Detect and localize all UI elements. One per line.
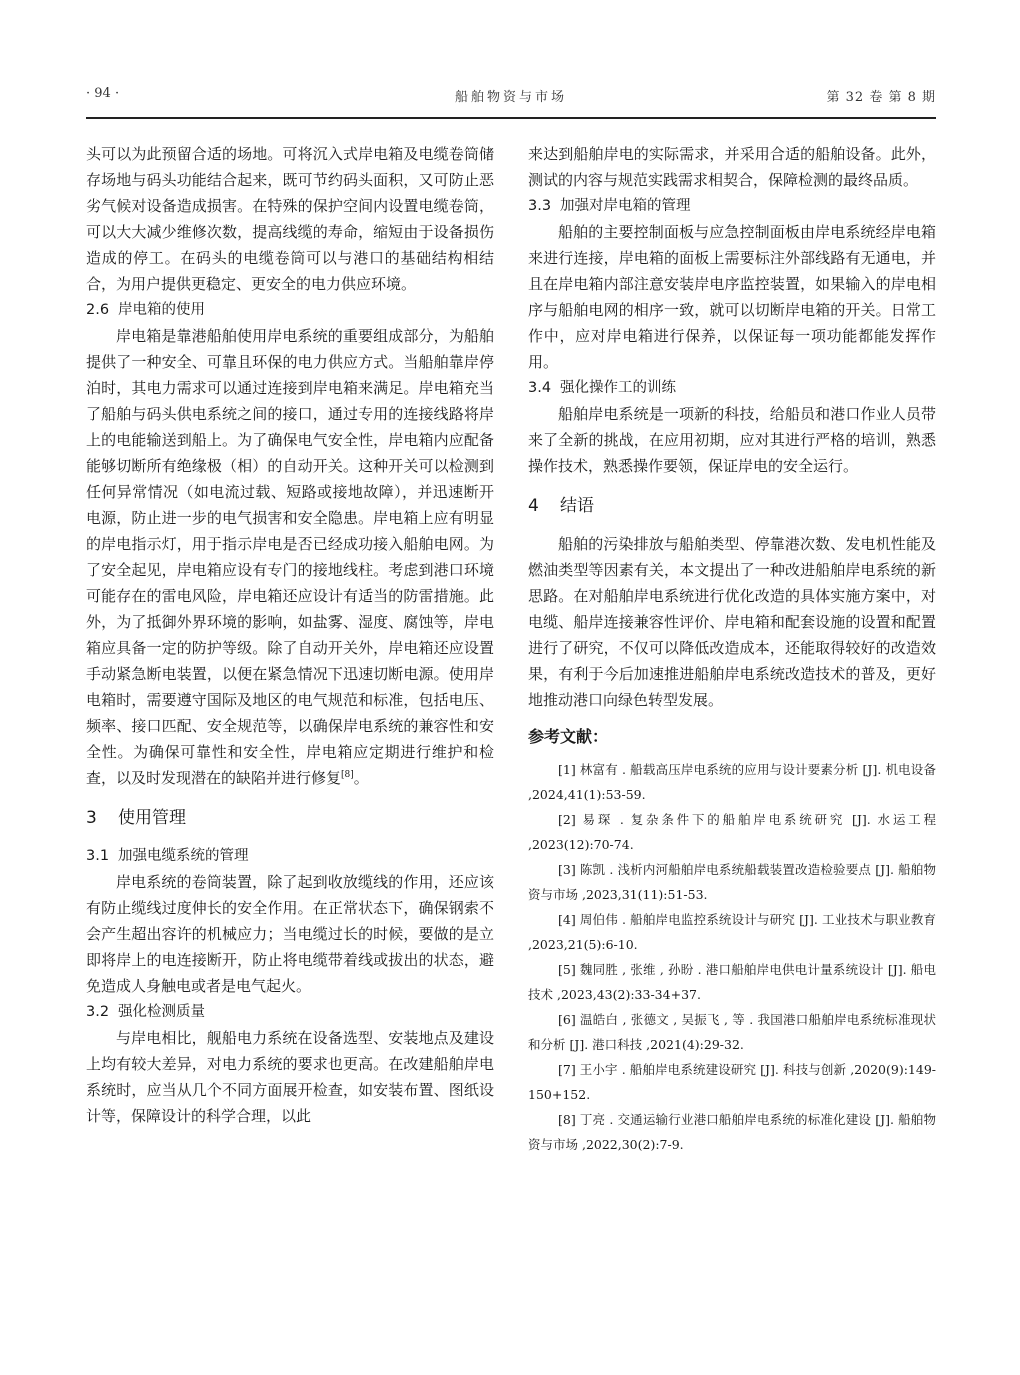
- page-number: · 94 ·: [86, 86, 120, 101]
- section-title: 加强电缆系统的管理: [118, 848, 249, 864]
- left-column: [86, 141, 494, 1129]
- reference-item: [8] 丁亮 . 交通运输行业港口船舶岸电系统的标准化建设 [J]. 船舶物资与市场 ,2022,30(2):7-9.: [528, 1112, 936, 1152]
- section-number: 3.4: [528, 380, 552, 396]
- journal-name: 船舶物资与市场: [454, 90, 567, 105]
- paragraph-2-6: [86, 323, 494, 791]
- references-list: [528, 757, 936, 1157]
- reference-item: [4] 周伯伟 . 船舶岸电监控系统设计与研究 [J]. 工业技术与职业教育 ,2023,21(5):6-10.: [528, 912, 936, 952]
- paragraph-end: 。: [353, 769, 369, 787]
- section-3-heading: [86, 803, 494, 833]
- section-number: 3.2: [86, 1004, 110, 1020]
- issue-info: 第 32 卷 第 8 期: [826, 90, 936, 105]
- reference-item: [5] 魏同胜 , 张维 , 孙盼 . 港口船舶岸电供电计量系统设计 [J]. 船电技术 ,2023,43(2):33-34+37.: [528, 962, 936, 1002]
- paragraph-4: 船舶的污染排放与船舶类型、停靠港次数、发电机性能及燃油类型等因素有关，本文提出了一种改进船舶岸电系统的新思路。在对船舶岸电系统进行优化改造的具体实施方案中，对电缆、船岸连接兼容性评价、岸电箱和配套设施的设置和配置进行了研究，不仅可以降低改造成本，还能取得较好的改造效果，有利于今后加速推进船舶岸电系统改造技术的普及，更好地推动港口向绿色转型发展。: [528, 535, 936, 709]
- section-number: 3.3: [528, 198, 552, 214]
- section-3-2-heading: [86, 999, 494, 1025]
- section-title: 结语: [560, 496, 594, 516]
- section-title: 强化操作工的训练: [560, 380, 676, 396]
- section-4-heading: [528, 491, 936, 521]
- section-number: 4: [528, 496, 539, 516]
- section-number: 3: [86, 808, 97, 828]
- section-number: 3.1: [86, 848, 110, 864]
- paragraph-continued: 来达到船舶岸电的实际需求，并采用合适的船舶设备。此外，测试的内容与规范实践需求相契合，保障检测的最终品质。: [528, 145, 936, 189]
- paragraph-3-3: 船舶的主要控制面板与应急控制面板由岸电系统经岸电箱来进行连接，岸电箱的面板上需要标注外部线路有无通电，并且在岸电箱内部注意安装岸电序监控装置，如果输入的岸电相序与船舶电网的相序一致，就可以切断岸电箱的开关。日常工作中，应对岸电箱进行保养，以保证每一项功能都能发挥作用。: [528, 223, 936, 371]
- section-number: 2.6: [86, 302, 110, 318]
- paragraph-text: 岸电箱是靠港船舶使用岸电系统的重要组成部分，为船舶提供了一种安全、可靠且环保的电力供应方式。当船舶靠岸停泊时，其电力需求可以通过连接到岸电箱来满足。岸电箱充当了船舶与码头供电系统之间的接口，通过专用的连接线路将岸上的电能输送到船上。为了确保电气安全性，岸电箱内应配备能够切断所有绝缘极（相）的自动开关。这种开关可以检测到任何异常情况（如电流过载、短路或接地故障），并迅速断开电源，防止进一步的电气损害和安全隐患。岸电箱上应有明显的岸电指示灯，用于指示岸电是否已经成功接入船舶电网。为了安全起见，岸电箱应设有专门的接地线柱。考虑到港口环境可能存在的雷电风险，岸电箱还应设计有适当的防雷措施。此外，为了抵御外界环境的影响，如盐雾、湿度、腐蚀等，岸电箱应具备一定的防护等级。除了自动开关外，岸电箱还应设置手动紧急断电装置，以便在紧急情况下迅速切断电源。使用岸电箱时，需要遵守国际及地区的电气规范和标准，包括电压、频率、接口匹配、安全规范等，以确保岸电系统的兼容性和安全性。为确保可靠性和安全性，岸电箱应定期进行维护和检查，以及时发现潜在的缺陷并进行修复: [86, 327, 494, 787]
- running-header: [86, 86, 936, 108]
- paragraph-3-4: 船舶岸电系统是一项新的科技，给船员和港口作业人员带来了全新的挑战，在应用初期，应对其进行严格的培训，熟悉操作技术，熟悉操作要领，保证岸电的安全运行。: [528, 405, 936, 475]
- right-column: [528, 141, 936, 1157]
- section-2-6-heading: [86, 297, 494, 323]
- paragraph-3-2: 与岸电相比，舰船电力系统在设备选型、安装地点及建设上均有较大差异，对电力系统的要求也更高。在改建船舶岸电系统时，应当从几个不同方面展开检查，如安装布置、图纸设计等，保障设计的科学合理，以此: [86, 1029, 494, 1125]
- section-title: 使用管理: [118, 808, 186, 828]
- section-3-4-heading: [528, 375, 936, 401]
- section-title: 岸电箱的使用: [118, 302, 205, 318]
- section-3-1-heading: [86, 843, 494, 869]
- references-heading: 参考文献：: [528, 727, 609, 746]
- paragraph-intro: 头可以为此预留合适的场地。可将沉入式岸电箱及电缆卷筒储存场地与码头功能结合起来，既可节约码头面积，又可防止恶劣气候对设备造成损害。在特殊的保护空间内设置电缆卷筒，可以大大减少维修次数，提高线缆的寿命，缩短由于设备损伤造成的停工。在码头的电缆卷筒可以与港口的基础结构相结合，为用户提供更稳定、更安全的电力供应环境。: [86, 145, 494, 293]
- reference-item: [2] 易琛 . 复杂条件下的船舶岸电系统研究 [J]. 水运工程 ,2023(12):70-74.: [528, 812, 936, 852]
- section-title: 加强对岸电箱的管理: [560, 198, 691, 214]
- reference-item: [7] 王小宇 . 船舶岸电系统建设研究 [J]. 科技与创新 ,2020(9):149-150+152.: [528, 1062, 936, 1102]
- citation: [8]: [341, 770, 354, 780]
- reference-item: [3] 陈凯 . 浅析内河船舶岸电系统船载装置改造检验要点 [J]. 船舶物资与市场 ,2023,31(11):51-53.: [528, 862, 936, 902]
- reference-item: [6] 温皓白 , 张德文 , 吴振飞 , 等 . 我国港口船舶岸电系统标准现状和分析 [J]. 港口科技 ,2021(4):29-32.: [528, 1012, 936, 1052]
- paragraph-3-1: 岸电系统的卷筒装置，除了起到收放缆线的作用，还应该有防止缆线过度伸长的安全作用。在正常状态下，确保钢索不会产生超出容许的机械应力；当电缆过长的时候，要做的是立即将岸上的电连接断开，防止将电缆带着线或拔出的状态，避免造成人身触电或者是电气起火。: [86, 873, 494, 995]
- header-rule: [86, 117, 936, 119]
- section-3-3-heading: [528, 193, 936, 219]
- reference-item: [1] 林富有 . 船载高压岸电系统的应用与设计要素分析 [J]. 机电设备 ,2024,41(1):53-59.: [528, 762, 936, 802]
- section-title: 强化检测质量: [118, 1004, 205, 1020]
